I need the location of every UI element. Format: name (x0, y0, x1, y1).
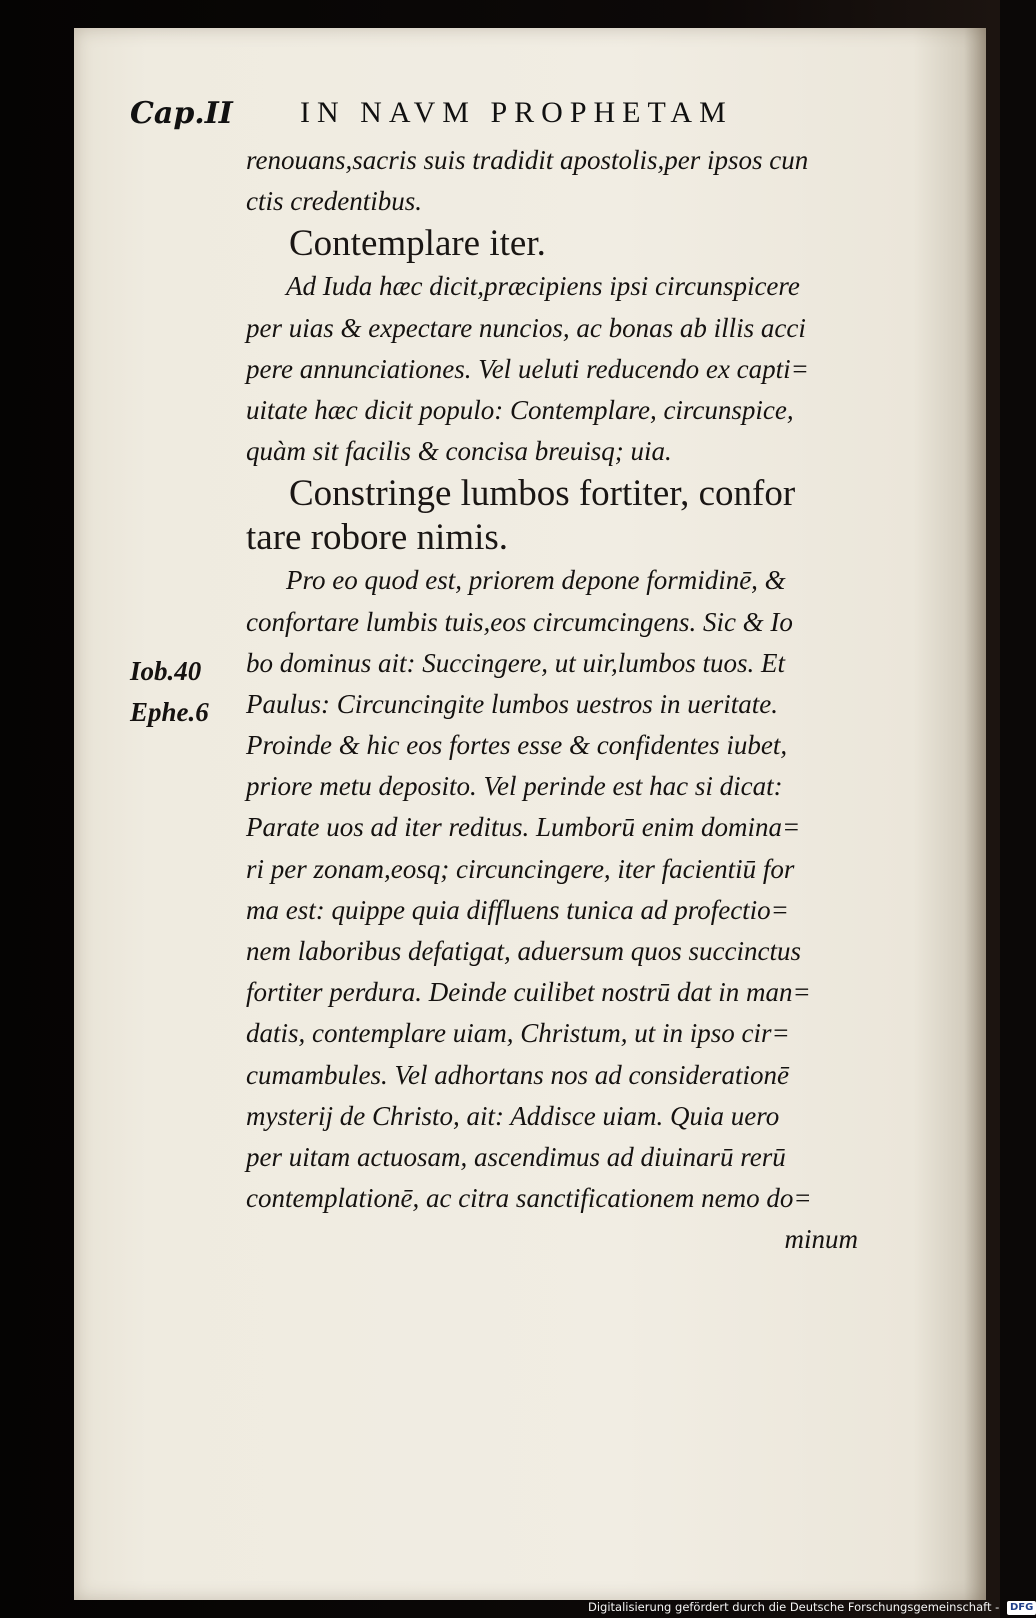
text-line: contemplationē, ac citra sanctificationem nemo do= (246, 1183, 812, 1214)
text-line: per uitam actuosam, ascendimus ad diuinarū rerū (246, 1141, 786, 1172)
text-line: Parate uos ad iter reditus. Lumborū enim domina= (246, 812, 801, 843)
main-text (246, 140, 858, 1261)
text-line: per uias & expectare nuncios, ac bonas ab illis acci (246, 312, 806, 343)
text-line: nem laboribus defatigat, aduersum quos succinctus (246, 936, 801, 966)
text-line: fortiter perdura. Deinde cuilibet nostrū dat in man= (246, 977, 811, 1008)
catchword: minum (784, 1224, 858, 1255)
lemma-heading: Contemplare iter. (289, 223, 546, 265)
text-line: datis, contemplare uiam, Christum, ut in ipso cir= (246, 1018, 790, 1049)
text-line: Proinde & hic eos fortes esse & confidentes iubet, (246, 730, 788, 761)
text-line: quàm sit facilis & concisa breuisq; uia. (246, 436, 672, 467)
chapter-number: Cap.II (130, 96, 233, 131)
text-line: Paulus: Circuncingite lumbos uestros in ueritate. (246, 688, 778, 719)
text-line: priore metu deposito. Vel perinde est hac si dicat: (246, 771, 783, 802)
text-line: uitate hæc dicit populo: Contemplare, circunspice, (246, 394, 794, 425)
digitization-footer (588, 1596, 1034, 1618)
text-line: bo dominus ait: Succingere, ut uir,lumbos tuos. Et (246, 647, 785, 678)
dfg-logo-icon: DFG (1007, 1601, 1036, 1615)
running-title: IN NAVM PROPHETAM (300, 96, 733, 129)
lemma-heading: Constringe lumbos fortiter, confor (289, 473, 796, 515)
page-edge-shadow (964, 28, 986, 1600)
margin-note-job: Iob.40 (130, 656, 202, 686)
text-line: Pro eo quod est, priorem depone formidinē, & (286, 565, 786, 596)
lemma-heading: tare robore nimis. (246, 517, 508, 559)
text-line: confortare lumbis tuis,eos circumcingens. Sic & Io (246, 606, 793, 637)
text-line: ma est: quippe quia diffluens tunica ad profectio= (246, 894, 789, 925)
text-line: cumambules. Vel adhortans nos ad considerationē (246, 1059, 789, 1090)
text-line: ctis credentibus. (246, 186, 422, 217)
text-line: ri per zonam,eosq; circuncingere, iter facientiū for (246, 853, 795, 884)
text-line: pere annunciationes. Vel ueluti reducendo ex capti= (246, 353, 809, 384)
text-line: mysterij de Christo, ait: Addisce uiam. Quia uero (246, 1100, 780, 1131)
text-line: renouans,sacris suis tradidit apostolis,per ipsos cun (246, 145, 809, 175)
running-header (130, 96, 890, 142)
margin-note-ephesians: Ephe.6 (130, 697, 209, 727)
text-line: Ad Iuda hæc dicit,præcipiens ipsi circunspicere (286, 271, 800, 302)
footer-credit: Digitalisierung gefördert durch die Deutsche Forschungsgemeinschaft - (588, 1600, 1000, 1614)
